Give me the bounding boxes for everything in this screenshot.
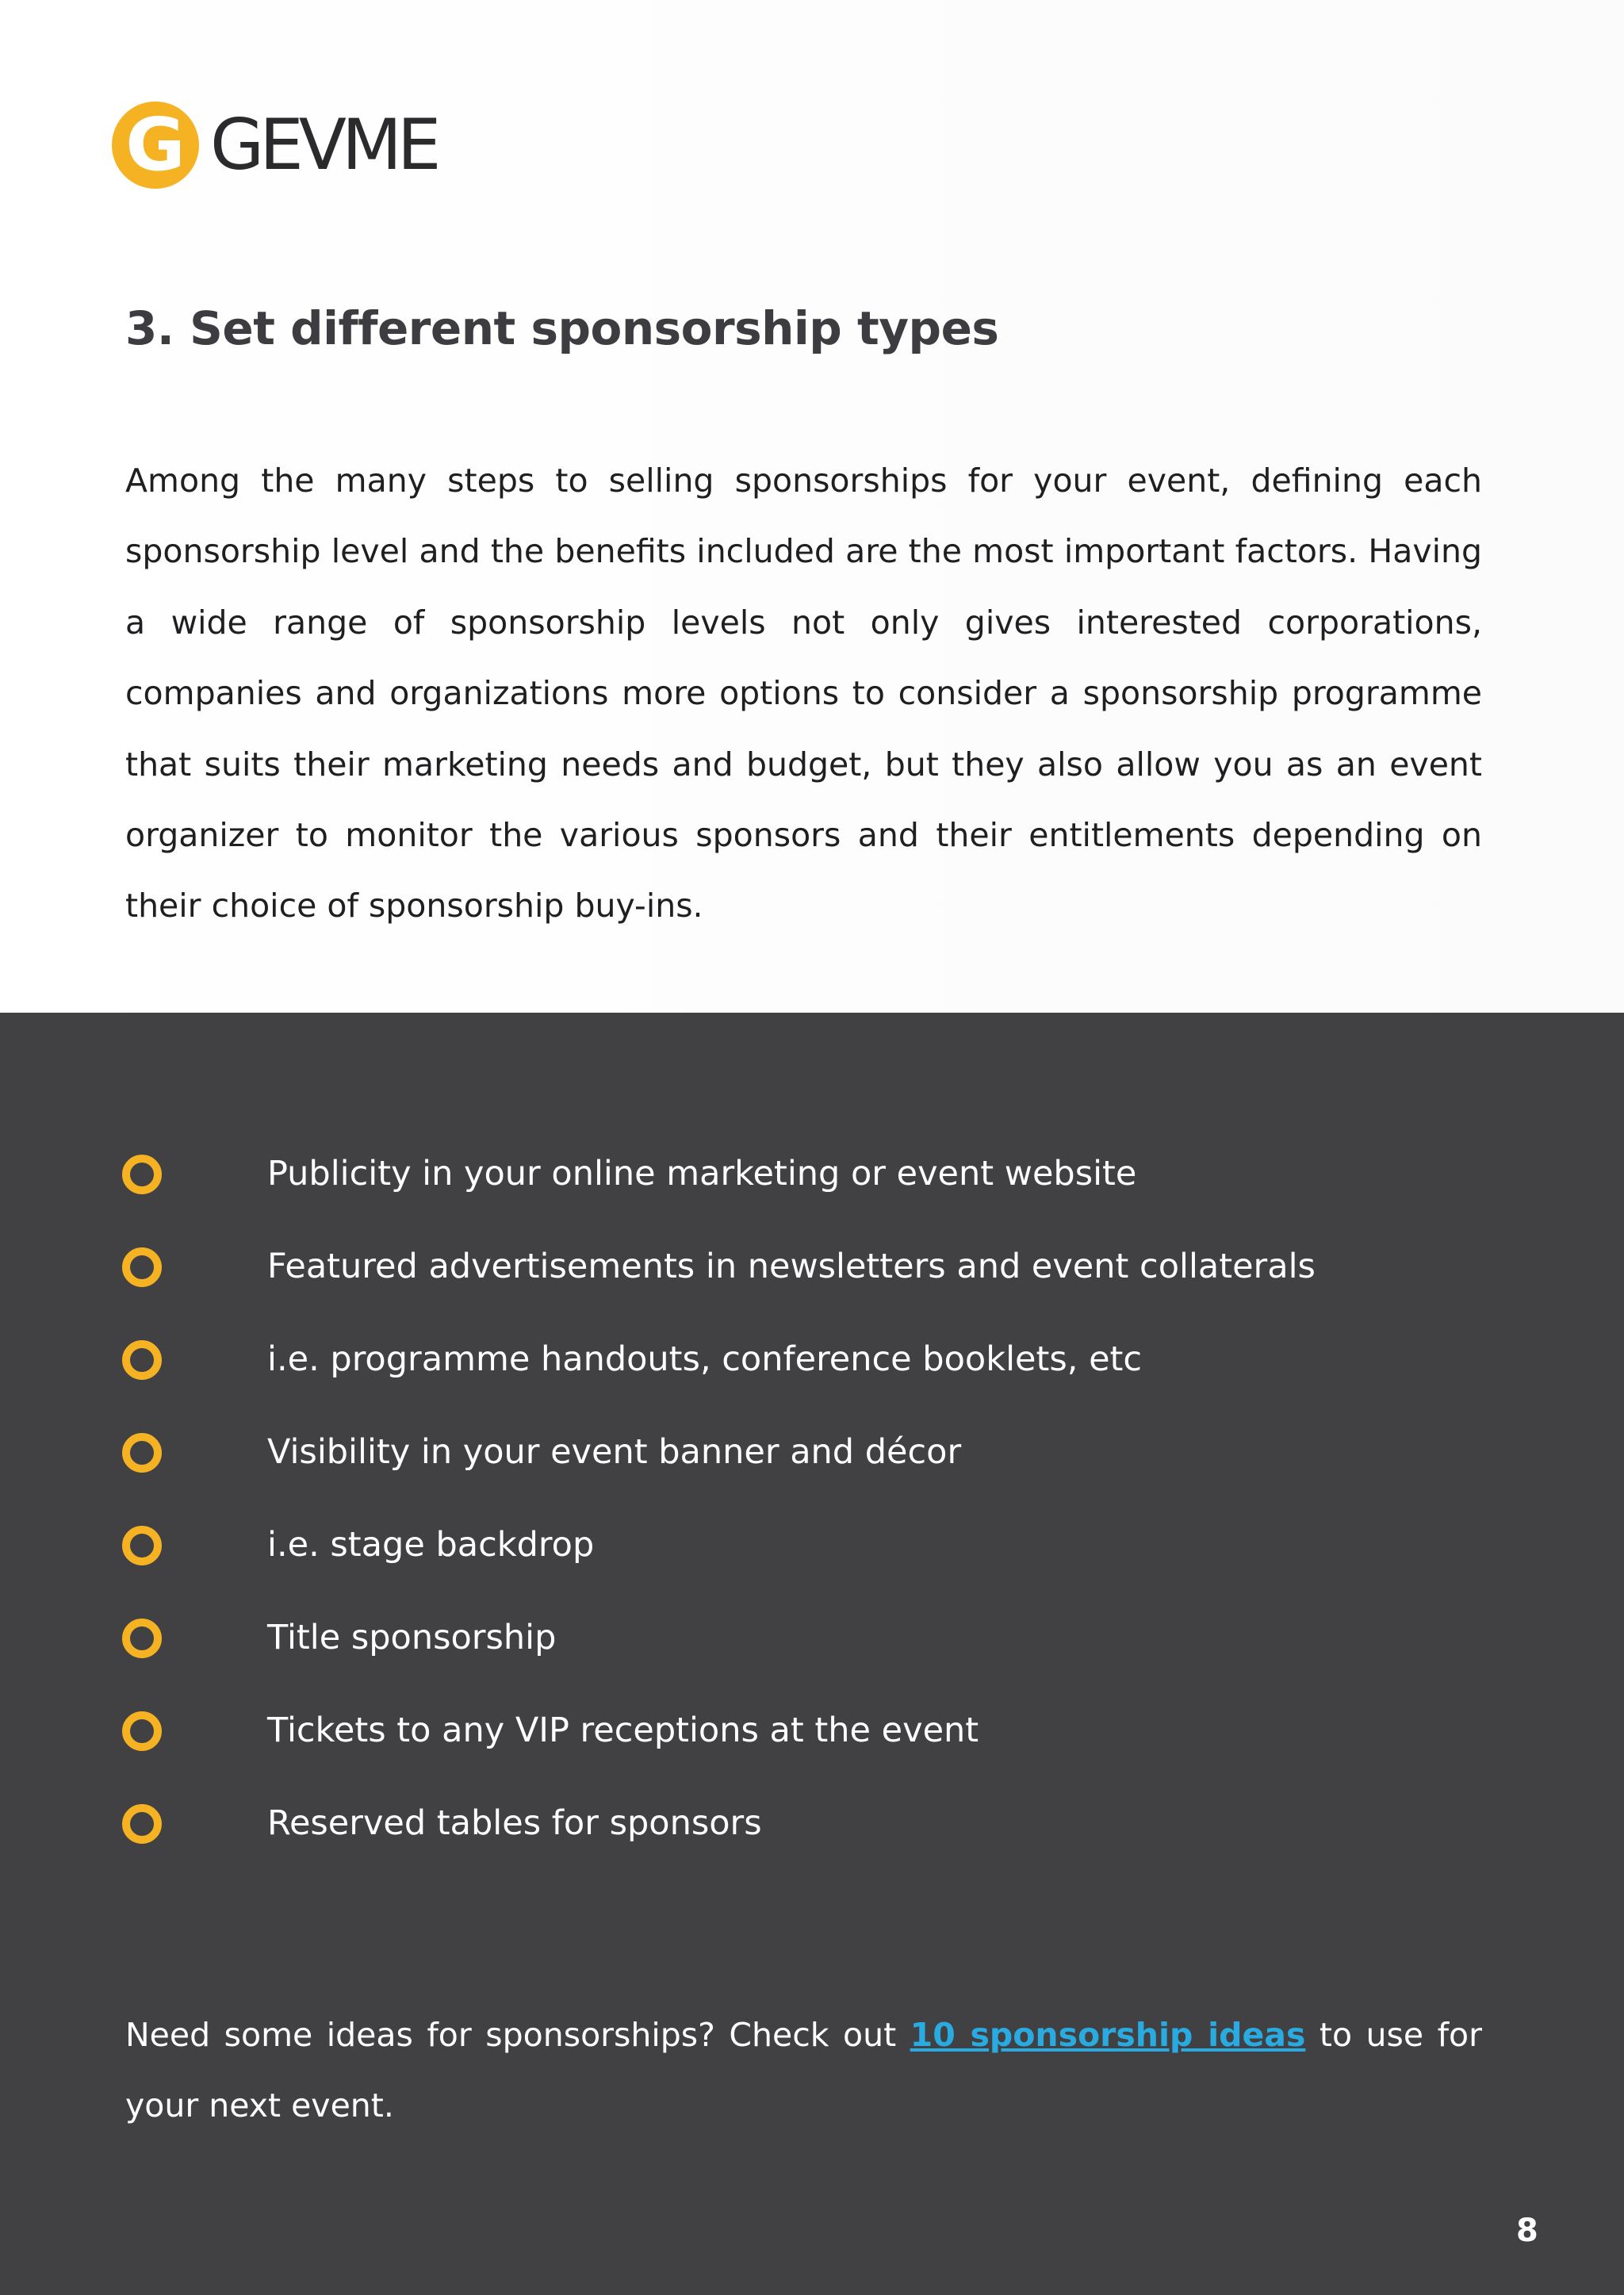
ring-bullet-icon <box>122 1526 162 1565</box>
ring-bullet-icon <box>122 1804 162 1844</box>
cta-text-before: Need some ideas for sponsorships? Check out <box>125 2016 910 2054</box>
list-item-text: Title sponsorship <box>267 1618 557 1657</box>
ring-bullet-icon <box>122 1340 162 1380</box>
ring-bullet-icon <box>122 1247 162 1287</box>
list-item-text: Visibility in your event banner and décor <box>267 1432 962 1472</box>
ring-bullet-icon <box>122 1433 162 1473</box>
logo-wordmark: GEVME <box>210 104 437 186</box>
ring-bullet-icon <box>122 1155 162 1194</box>
logo-mark-icon: G <box>112 102 199 189</box>
list-item-text: Publicity in your online marketing or event website <box>267 1154 1137 1193</box>
list-item-text: i.e. stage backdrop <box>267 1525 595 1565</box>
ring-bullet-icon <box>122 1619 162 1658</box>
list-item <box>0 1521 1624 1569</box>
cta-text-after: to use for your next event. <box>125 2016 1482 2125</box>
sponsorship-ideas-link[interactable]: 10 sponsorship ideas <box>910 2016 1306 2054</box>
list-item-text: Reserved tables for sponsors <box>267 1803 762 1843</box>
list-item-text: Tickets to any VIP receptions at the event <box>267 1711 979 1750</box>
list-item <box>0 1799 1624 1847</box>
section-heading: 3. Set different sponsorship types <box>125 301 999 355</box>
gevme-logo[interactable] <box>112 102 437 189</box>
list-item <box>0 1707 1624 1754</box>
list-item <box>0 1335 1624 1383</box>
intro-paragraph: Among the many steps to selling sponsorships for your event, defining each sponsorship level and the benefits included are the most important factors. Having a wide range of sponsorship levels not only gives interested corporations, companies and organizations more options to consider a sponsorship programme that suits their marketing needs and budget, but they also allow you as an event organizer to monitor the various sponsors and their entitlements depending on their choice of sponsorship buy-ins. <box>125 462 1482 925</box>
page-number: 8 <box>1516 2213 1538 2249</box>
list-item-text: Featured advertisements in newsletters and event collaterals <box>267 1247 1316 1286</box>
list-item <box>0 1428 1624 1476</box>
ring-bullet-icon <box>122 1711 162 1751</box>
list-item <box>0 1614 1624 1661</box>
list-item <box>0 1243 1624 1290</box>
cta-paragraph <box>125 2000 1482 2142</box>
list-item <box>0 1150 1624 1197</box>
list-item-text: i.e. programme handouts, conference booklets, etc <box>267 1339 1143 1379</box>
